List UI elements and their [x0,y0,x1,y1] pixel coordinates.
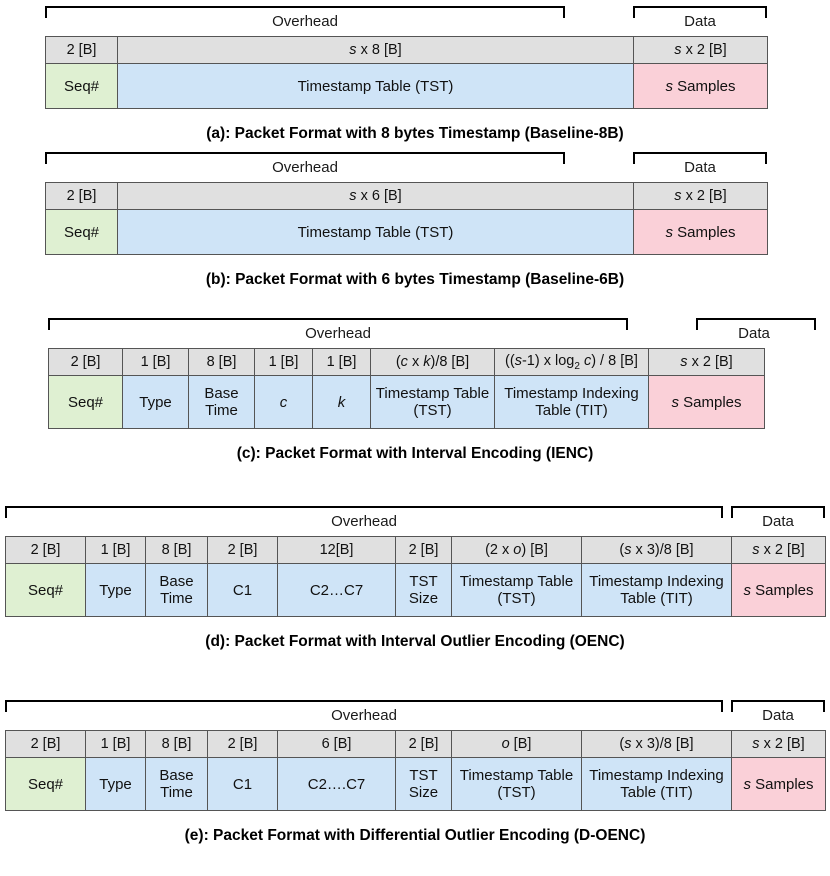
packet-format-figure-e [0,700,830,845]
size-cell: (2 x o) [B] [452,537,582,564]
size-cell: 2 [B] [208,537,278,564]
size-cell: 6 [B] [278,731,396,758]
size-cell: 2 [B] [396,537,452,564]
field-cell: s Samples [634,210,768,255]
figure-caption-c: (c): Packet Format with Interval Encoding (IENC) [236,445,594,462]
size-row [46,37,768,64]
size-cell: 1 [B] [123,349,189,376]
field-cell: Type [86,564,146,617]
bracket-label-data: Data [684,13,716,30]
field-cell: Seq# [6,758,86,811]
field-cell: C1 [208,758,278,811]
size-cell: s x 2 [B] [649,349,765,376]
packet-diagram-d [5,506,825,617]
packet-table-b [45,182,768,255]
figure-caption-d: (d): Packet Format with Interval Outlier Encoding (OENC) [205,633,625,650]
field-cell: Seq# [49,376,123,429]
size-cell: 1 [B] [86,537,146,564]
size-cell: (s x 3)/8 [B] [582,537,732,564]
field-row [6,758,826,811]
size-cell: s x 6 [B] [118,183,634,210]
bracket-label-overhead: Overhead [331,513,397,530]
size-cell: 1 [B] [255,349,313,376]
size-cell: s x 8 [B] [118,37,634,64]
field-cell: Timestamp Table (TST) [118,210,634,255]
field-cell: s Samples [732,564,826,617]
figure-caption-e: (e): Packet Format with Differential Outlier Encoding (D-OENC) [184,827,646,844]
size-cell: 2 [B] [46,183,118,210]
size-row [46,183,768,210]
bracket-row-b [45,152,767,182]
size-row [6,537,826,564]
bracket-row-e [5,700,825,730]
field-cell: Type [86,758,146,811]
field-cell: s Samples [732,758,826,811]
field-cell: C1 [208,564,278,617]
field-cell: Timestamp Table (TST) [371,376,495,429]
packet-diagram-b [45,152,767,255]
field-cell: Timestamp Indexing Table (TIT) [582,564,732,617]
bracket-row-a [45,6,767,36]
packet-diagram-e [5,700,825,811]
bracket-label-data: Data [762,513,794,530]
field-cell: Timestamp Table (TST) [118,64,634,109]
field-cell: Base Time [146,758,208,811]
field-cell: Timestamp Table (TST) [452,564,582,617]
size-cell: 1 [B] [313,349,371,376]
packet-format-figure-b [0,152,830,289]
field-cell: Type [123,376,189,429]
bracket-row-d [5,506,825,536]
packet-format-figure-c [0,318,830,463]
packet-format-figure-a [0,6,830,143]
bracket-label-data: Data [684,159,716,176]
size-cell: o [B] [452,731,582,758]
field-cell: Timestamp Table (TST) [452,758,582,811]
field-row [49,376,765,429]
size-row [6,731,826,758]
bracket-label-data: Data [738,325,770,342]
size-cell: (s x 3)/8 [B] [582,731,732,758]
size-cell: ((s-1) x $\log_2 c) / 8$ [B] [495,349,649,376]
size-cell: 8 [B] [189,349,255,376]
field-row [6,564,826,617]
field-cell: c [255,376,313,429]
figure-caption-a: (a): Packet Format with 8 bytes Timestamp (Baseline-8B) [206,125,624,142]
size-cell: 2 [B] [6,537,86,564]
field-cell: C2….C7 [278,758,396,811]
packet-table-c [48,348,765,429]
figure-caption-b: (b): Packet Format with 6 bytes Timestamp (Baseline-6B) [205,271,625,288]
field-cell: TST Size [396,758,452,811]
size-cell: 8 [B] [146,731,208,758]
size-cell: 2 [B] [6,731,86,758]
bracket-label-overhead: Overhead [272,159,338,176]
size-cell: s x 2 [B] [634,183,768,210]
field-cell: Seq# [46,210,118,255]
field-cell: C2…C7 [278,564,396,617]
field-cell: k [313,376,371,429]
size-cell: s x 2 [B] [732,731,826,758]
bracket-row-c [48,318,770,348]
size-row [49,349,765,376]
field-cell: Base Time [189,376,255,429]
bracket-label-overhead: Overhead [272,13,338,30]
field-cell: Seq# [6,564,86,617]
size-cell: 2 [B] [49,349,123,376]
field-cell: Timestamp Indexing Table (TIT) [582,758,732,811]
size-cell: 8 [B] [146,537,208,564]
packet-diagram-a [45,6,767,109]
packet-table-e [5,730,826,811]
packet-table-d [5,536,826,617]
bracket-label-overhead: Overhead [331,707,397,724]
field-cell: Timestamp Indexing Table (TIT) [495,376,649,429]
bracket-label-data: Data [762,707,794,724]
size-cell: 2 [B] [208,731,278,758]
packet-format-figure-d [0,506,830,651]
field-cell: s Samples [634,64,768,109]
bracket-label-overhead: Overhead [305,325,371,342]
size-cell: 2 [B] [46,37,118,64]
size-cell: s x 2 [B] [732,537,826,564]
field-cell: Seq# [46,64,118,109]
size-cell: 2 [B] [396,731,452,758]
field-row [46,64,768,109]
field-cell: TST Size [396,564,452,617]
packet-table-a [45,36,768,109]
size-cell: (c x k)/8 [B] [371,349,495,376]
size-cell: 12[B] [278,537,396,564]
size-cell: 1 [B] [86,731,146,758]
field-cell: s Samples [649,376,765,429]
packet-diagram-c [48,318,770,429]
field-row [46,210,768,255]
field-cell: Base Time [146,564,208,617]
size-cell: s x 2 [B] [634,37,768,64]
